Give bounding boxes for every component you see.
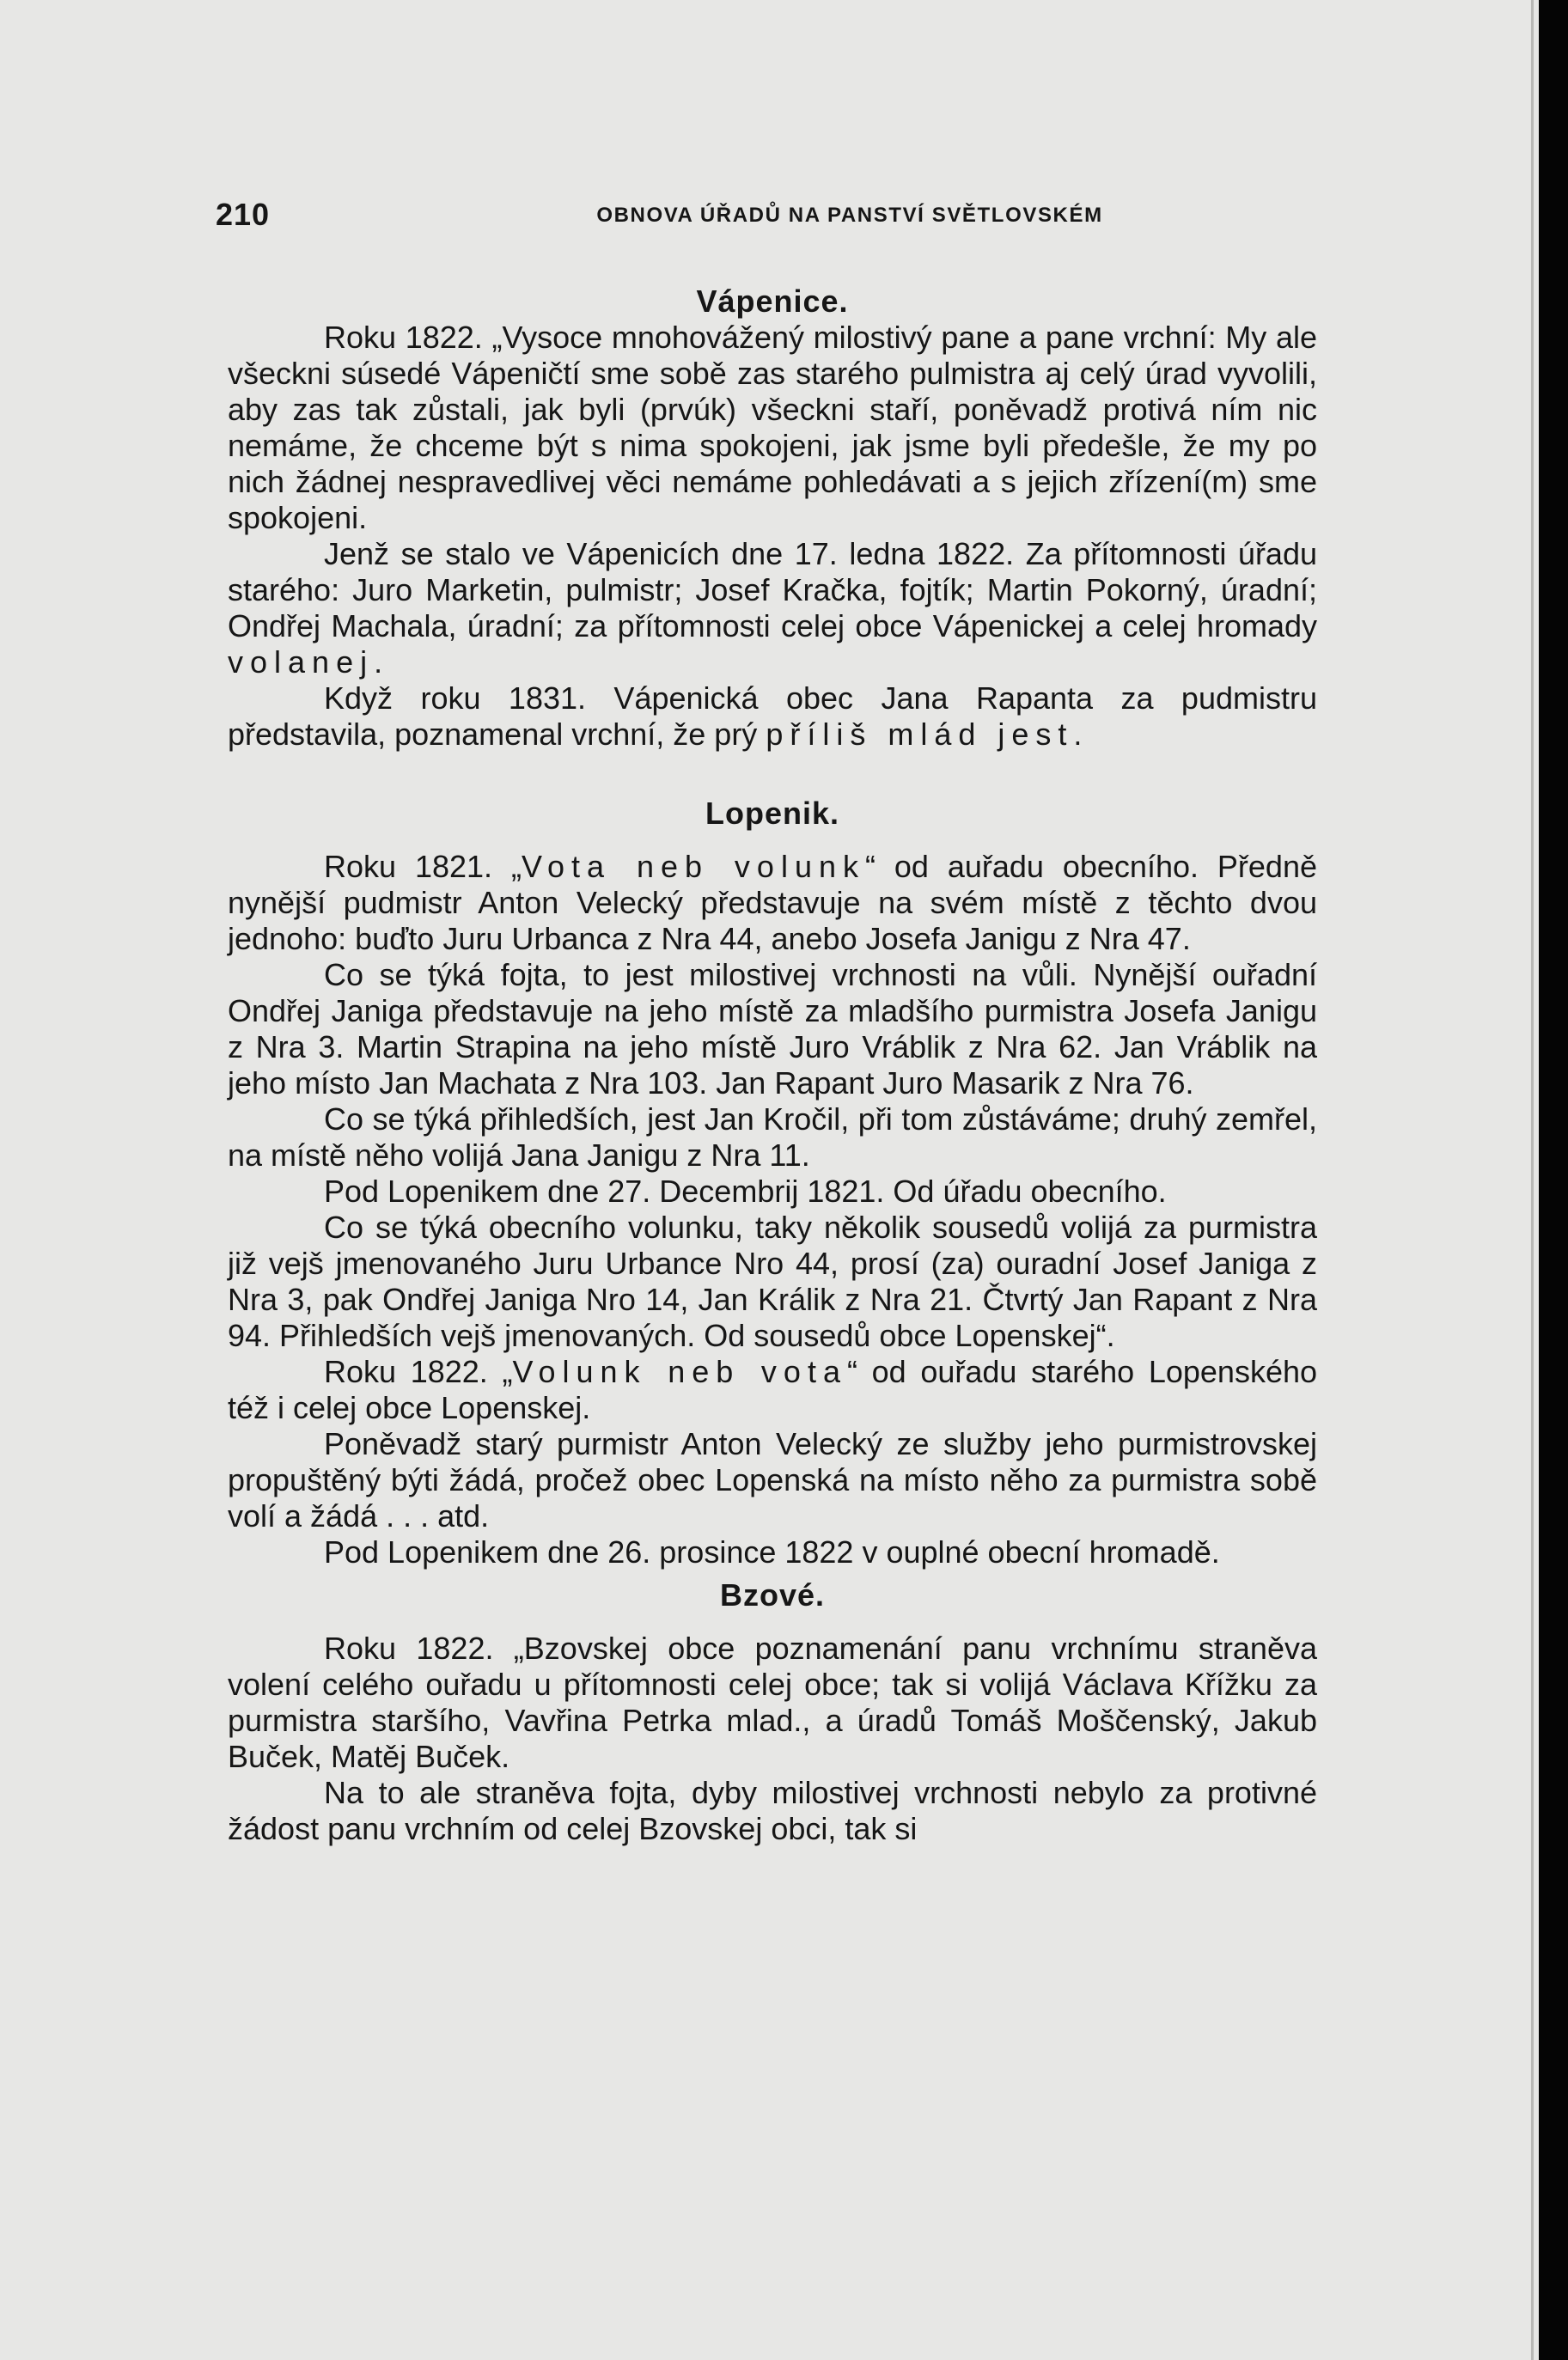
page-number: 210 [216,197,271,232]
paragraph [228,536,1317,680]
scan-edge [1539,0,1568,2360]
paragraph: Co se týká obecního volunku, taky několik sousedů volijá za purmistra již vejš jmenovaného Juru Urbance Nro 44, prosí (za) ouradní Josef Janiga z Nra 3, pak Ondřej Janiga Nro 14, Jan Králik z Nra 21. Čtvrtý Jan Rapant z Nra 94. Přihledších vejš jmenovaných. Od sousedů obce Lopenskej“. [228,1210,1317,1353]
paragraph-text: Roku 1822. „ [324,1354,513,1389]
paragraph-text: Roku 1821. „ [324,849,522,884]
section-title-bzove: Bzové. [719,1577,826,1613]
section-vapenice [228,284,1317,753]
paragraph: Co se týká fojta, to jest milostivej vrchnosti na vůli. Nynější ouřadní Ondřej Janiga představuje na jeho místě za mladšího purmistra Josefa Janigu z Nra 3. Martin Strapina na jeho místě Juro Vráblik z Nra 62. Jan Vráblik na jeho místo Jan Machata z Nra 103. Jan Rapant Juro Masarik z Nra 76. [228,957,1317,1101]
paragraph: Roku 1822. „Bzovskej obce poznamenání panu vrchnímu straněva volení celého ouřadu u přítomnosti celej obce; tak si volijá Václava Křížku za purmistra staršího, Vavřina Petrka mlad., a úradů Tomáš Moščenský, Jakub Buček, Matěj Buček. [228,1631,1317,1774]
section-title-lopenik: Lopenik. [705,796,839,831]
section-title-vapenice: Vápenice. [696,284,849,319]
paragraph [228,1354,1317,1426]
paragraph-text: Jenž se stalo ve Vápenicích dne 17. ledna 1822. Za přítomnosti úřadu starého: Juro Marketin, pulmistr; Josef Kračka, fojtík; Martin Pokorný, úradní; Ondřej Machala, úradní; za přítomnosti celej obce Vápenickej a celej hromady [228,536,1317,643]
paragraph [228,849,1317,957]
emphasized-text: volanej. [228,644,390,680]
emphasized-text: Vota neb volunk [521,849,865,884]
paragraph: Pod Lopenikem dne 26. prosince 1822 v ouplné obecní hromadě. [324,1534,1220,1570]
paragraph-text: “ od ouřadu starého Lopenského též i celej obce Lopenskej. [228,1354,1318,1425]
paragraph: Poněvadž starý purmistr Anton Velecký ze služby jeho purmistrovskej propuštěný býti žádá, pročež obec Lopenská na místo něho za purmistra sobě volí a žádá . . . atd. [228,1426,1317,1534]
paragraph: Roku 1822. „Vysoce mnohovážený milostivý pane a pane vrchní: My ale všeckni súsedé Vápeničtí sme sobě zas starého pulmistra aj celý úrad vyvolili, aby zas tak zůstali, jak byli (prvúk) všeckni staří, poněvadž protivá ním nic nemáme, že chceme být s nima spokojeni, jak jsme byli předešle, že my po nich žádnej nespravedlivej věci nemáme pohledávati a s jejich zřízení(m) sme spokojeni. [228,320,1317,535]
paragraph [228,680,1317,753]
scan-edge-line [1531,0,1534,2360]
section-lopenik [228,796,1317,1570]
emphasized-text: příliš mlád jest. [766,717,1089,752]
paragraph-text: Když roku 1831. Vápenická obec Jana Rapanta za pudmistru představila, poznamenal vrchní, že prý [228,680,1317,752]
paragraph: Pod Lopenikem dne 27. Decembrij 1821. Od úřadu obecního. [324,1174,1167,1209]
paragraph: Co se týká přihledších, jest Jan Kročil, při tom zůstáváme; druhý zemřel, na místě něho volijá Jana Janigu z Nra 11. [228,1101,1317,1173]
running-head [216,193,1317,245]
document-page [216,193,1318,1847]
emphasized-text: Volunk neb vota [512,1354,847,1389]
section-bzove [228,1577,1317,1847]
running-title: OBNOVA ÚŘADŮ NA PANSTVÍ SVĚTLOVSKÉM [596,204,1103,227]
paragraph: Na to ale straněva fojta, dyby milostivej vrchnosti nebylo za protivné žádost panu vrchním od celej Bzovskej obci, tak si [228,1775,1317,1846]
paragraph-text: “ od auřadu obecního. Předně nynější pudmistr Anton Velecký představuje na svém místě z těchto dvou jednoho: buďto Juru Urbanca z Nra 44, anebo Josefa Janigu z Nra 47. [228,849,1317,956]
